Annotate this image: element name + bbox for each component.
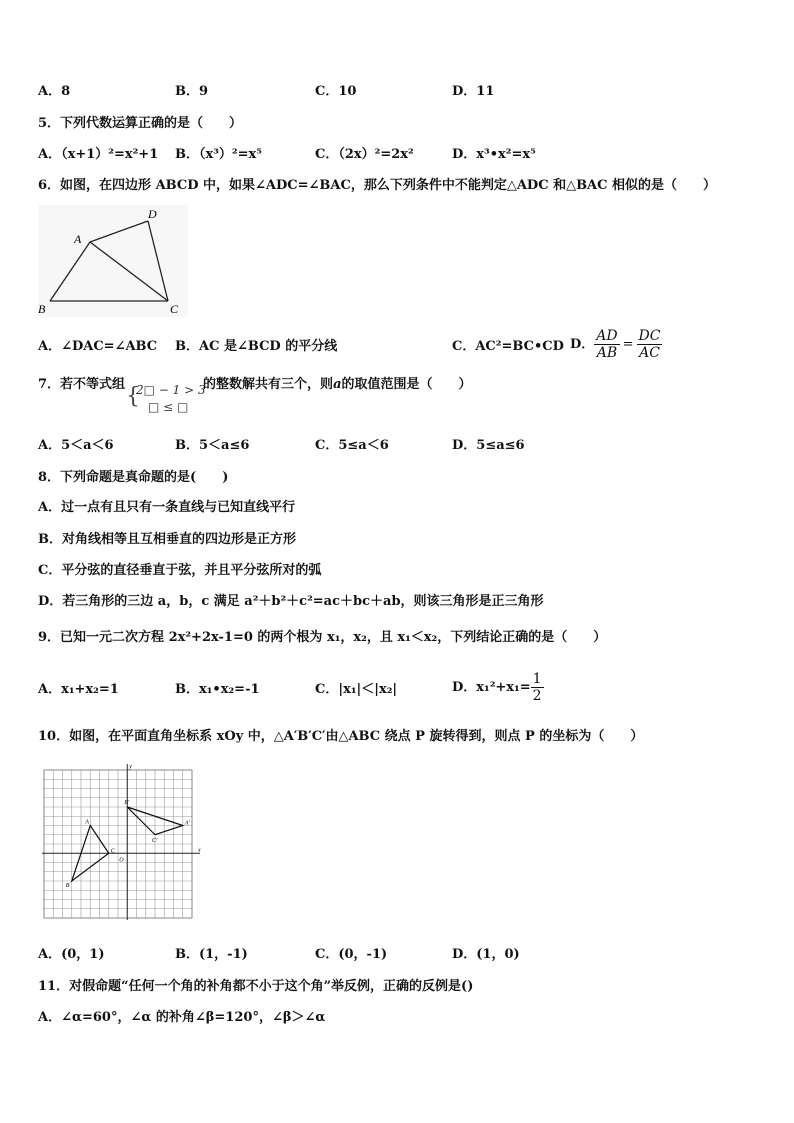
q9-stem: 9．已知一元二次方程 2x²+2x-1=0 的两个根为 x₁，x₂，且 x₁＜x₂，下列结论正确的是（ ） xyxy=(38,630,607,645)
q6-option-b: B．AC 是∠BCD 的平分线 xyxy=(175,339,338,354)
q6-stem: 6．如图，在四边形 ABCD 中，如果∠ADC=∠BAC，那么下列条件中不能判定△ADC 和△BAC 相似的是（ ） xyxy=(38,178,717,193)
q8-option-d: D．若三角形的三边 a，b，c 满足 a²＋b²＋c²=ac＋bc＋ab，则该三角形是正三角形 xyxy=(38,594,544,609)
q4-option-a: A．8 xyxy=(38,84,71,99)
q10-coordinate-grid-figure xyxy=(38,760,206,924)
q4-option-c: C．10 xyxy=(315,84,357,99)
q5-stem: 5．下列代数运算正确的是（ ） xyxy=(38,116,243,131)
q4-option-d: D．11 xyxy=(452,84,495,99)
q7-system-line-2: □ ≤ □ xyxy=(148,400,189,414)
fig6-label-a: A xyxy=(74,232,82,246)
q11-stem: 11．对假命题“任何一个角的补角都不小于这个角”举反例，正确的反例是() xyxy=(38,979,474,994)
q7-system-line-1: 2□ − 1 > 3 xyxy=(136,383,206,397)
q11-option-a: A．∠α=60°，∠α 的补角∠β=120°，∠β＞∠α xyxy=(38,1010,326,1025)
q9-option-a: A．x₁+x₂=1 xyxy=(38,682,119,697)
fig10-label-y-axis: y xyxy=(129,764,132,770)
fig10-label-b-prime: B′ xyxy=(124,800,130,806)
fig10-label-c: C xyxy=(110,848,115,855)
q4-option-b: B．9 xyxy=(175,84,209,99)
q9-option-c: C．|x₁|＜|x₂| xyxy=(315,682,398,697)
fig10-label-a-prime: A′ xyxy=(184,820,190,827)
fraction-denominator: 2 xyxy=(532,688,542,704)
q10-option-a: A．(0，1) xyxy=(38,947,105,962)
q9-option-d-prefix: D．x₁²+x₁= xyxy=(452,679,531,695)
q5-option-b: B．（x³）²=x⁵ xyxy=(175,147,262,162)
fraction-numerator: 1 xyxy=(532,671,542,687)
fig10-label-x-axis: x xyxy=(198,847,201,854)
q10-stem: 10．如图，在平面直角坐标系 xOy 中，△A′B′C′由△ABC 绕点 P 旋转得到，则点 P 的坐标为（ ） xyxy=(38,729,644,744)
fraction-denominator: AC xyxy=(639,345,660,361)
q7-stem-part-2: 的整数解共有三个，则 xyxy=(203,377,334,392)
q8-option-a: A．过一点有且只有一条直线与已知直线平行 xyxy=(38,500,296,515)
q5-option-d: D．x³•x²=x⁵ xyxy=(452,147,536,162)
q6-fraction-ad-ab xyxy=(594,328,619,361)
q5-option-a: A．（x+1）²=x²+1 xyxy=(38,147,159,162)
q8-option-b: B．对角线相等且互相垂直的四边形是正方形 xyxy=(38,532,296,547)
fig10-label-c-prime: C′ xyxy=(152,837,158,844)
q7-stem xyxy=(38,376,472,394)
q7-option-c: C．5≤a＜6 xyxy=(315,438,389,453)
q6-fraction-dc-ac xyxy=(637,328,663,361)
q7-stem-part-3: 的取值范围是（ ） xyxy=(341,377,472,392)
q10-option-d: D．(1，0) xyxy=(452,947,520,962)
fig10-label-b: B xyxy=(65,883,70,889)
q9-option-d xyxy=(452,671,544,704)
q7-option-a: A．5＜a＜6 xyxy=(38,438,114,453)
fig10-label-origin: O xyxy=(119,857,124,864)
fraction-numerator: AD xyxy=(596,328,618,344)
q7-option-b: B．5＜a≤6 xyxy=(175,438,250,453)
q9-fraction-half xyxy=(531,671,544,704)
fig10-label-a: A xyxy=(85,819,89,826)
equals-sign: = xyxy=(622,336,634,352)
fig6-label-c: C xyxy=(170,302,179,316)
q6-option-d xyxy=(570,328,662,361)
fraction-denominator: AB xyxy=(596,345,618,361)
q6-option-c: C．AC²=BC•CD xyxy=(452,339,564,354)
q7-stem-part-1: 7．若不等式组 xyxy=(38,377,126,392)
q10-option-b: B．(1，-1) xyxy=(175,947,248,962)
q7-variable: a xyxy=(333,377,342,392)
q6-quadrilateral-figure xyxy=(38,205,188,317)
fig6-label-b: B xyxy=(38,302,46,316)
fraction-numerator: DC xyxy=(638,328,661,344)
fig6-label-d: D xyxy=(148,207,157,221)
q9-option-b: B．x₁•x₂=-1 xyxy=(175,682,260,697)
inequality-brace: { xyxy=(126,384,140,409)
q7-option-d: D．5≤a≤6 xyxy=(452,438,525,453)
q8-stem: 8．下列命题是真命题的是( ) xyxy=(38,470,229,485)
q6-option-d-prefix: D． xyxy=(570,336,595,352)
q10-option-c: C．(0，-1) xyxy=(315,947,388,962)
q6-option-a: A．∠DAC=∠ABC xyxy=(38,339,158,354)
q5-option-c: C．（2x）²=2x² xyxy=(315,147,414,162)
q8-option-c: C．平分弦的直径垂直于弦，并且平分弦所对的弧 xyxy=(38,563,322,578)
